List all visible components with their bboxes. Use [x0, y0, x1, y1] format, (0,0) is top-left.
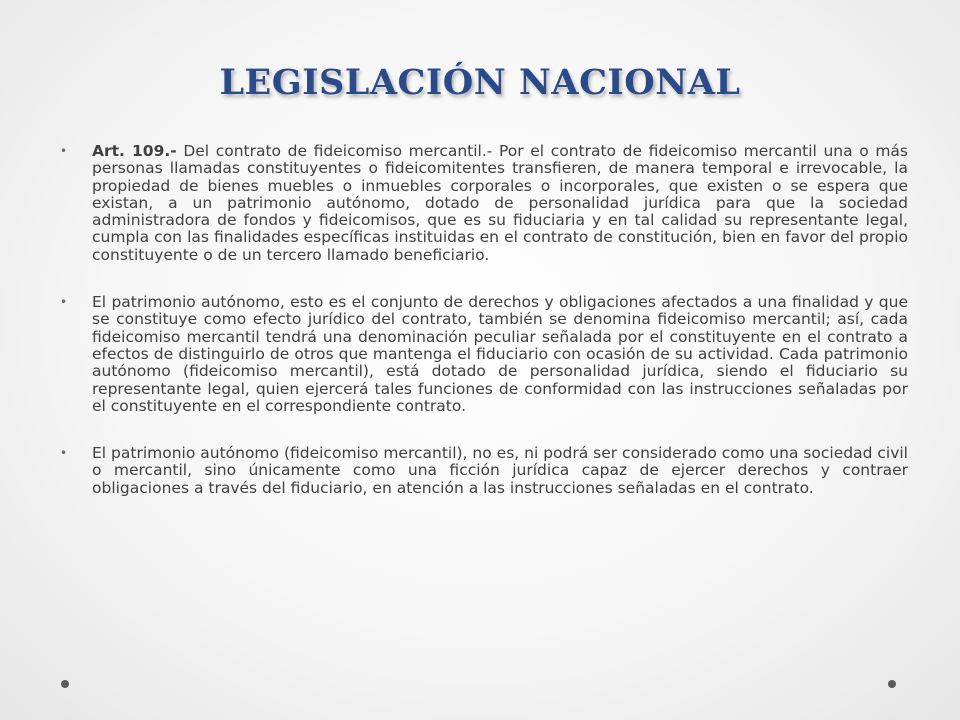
bullet-article-109	[58, 143, 908, 264]
decorative-dot-right	[888, 680, 896, 688]
decorative-dot-left	[61, 680, 69, 688]
slide-title: LEGISLACIÓN NACIONAL	[219, 62, 741, 103]
slide-body	[58, 143, 908, 527]
bullet-lead: Art. 109.-	[92, 142, 177, 160]
bullet-text: El patrimonio autónomo, esto es el conjunto de derechos y obligaciones afectados a una finalidad y que se constituye como efecto jurídico del contrato, también se denomina fideicomiso mercantil; así, cada fideicomiso mercantil tendrá una denominación peculiar señalada por el constituyente en el contrato a efectos de distinguirlo de otros que mantenga el fiduciario con ocasión de su actividad. Cada patrimonio autónomo (fideicomiso mercantil), está dotado de personalidad jurídica, siendo el fiduciario su representante legal, quien ejercerá tales funciones de conformidad con las instrucciones señaladas por el constituyente en el correspondiente contrato.	[92, 293, 908, 415]
bullet-text: Del contrato de fideicomiso mercantil.- Por el contrato de fideicomiso mercantil una o más personas llamadas constituyentes o fideicomitentes transfieren, de manera temporal e irrevocable, la propiedad de bienes muebles o inmuebles corporales o incorporales, que existen o se espera que existan, a un patrimonio autónomo, dotado de personalidad jurídica para que la sociedad administradora de fondos y fideicomisos, que es su fiduciaria y en tal calidad su representante legal, cumpla con las finalidades específicas instituidas en el contrato de constitución, bien en favor del propio constituyente o de un tercero llamado beneficiario.	[92, 142, 908, 264]
bullet-ficcion-juridica	[58, 445, 908, 497]
bullet-text: El patrimonio autónomo (fideicomiso mercantil), no es, ni podrá ser considerado como una sociedad civil o mercantil, sino únicamente como una ficción jurídica capaz de ejercer derechos y contraer obligaciones a través del fiduciario, en atención a las instrucciones señaladas en el contrato.	[92, 444, 908, 497]
bullet-patrimonio-autonomo	[58, 294, 908, 415]
